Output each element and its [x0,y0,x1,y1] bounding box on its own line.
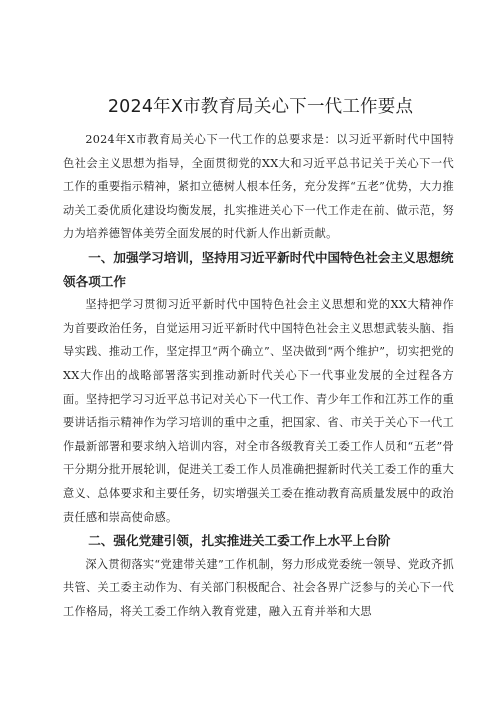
section-1-heading: 一、加强学习培训，坚持用习近平新时代中国特色社会主义思想统领各项工作 [63,249,454,289]
section-1-body: 坚持把学习贯彻习近平新时代中国特色社会主义思想和党的XX大精神作为首要政治任务，自觉运用习近平新时代中国特色社会主义思想武装头脑、指导实践、推动工作，坚定捍卫“两个确立”、坚决做到“两个维护”，切实把党的XX大作出的战略部署落实到推动新时代关心下一代事业发展的全过程各方面。坚持把学习习近平总书记对关心下一代工作、青少年工作和江苏工作的重要讲话指示精神作为学习培训的重中之重，把国家、省、市关于关心下一代工作最新部署和要求纳入培训内容，对全市各级教育关工委工作人员和“五老”骨干分期分批开展轮训，促进关工委工作人员准确把握新时代关工委工作的重大意义、总体要求和主要任务，切实增强关工委在推动教育高质量发展中的政治责任感和崇高使命感。 [63,298,454,524]
document-title: 2024年X市教育局关心下一代工作要点 [107,97,414,117]
section-2-heading: 二、强化党建引领，扎实推进关工委工作上水平上台阶 [88,533,391,549]
intro-paragraph: 2024年X市教育局关心下一代工作的总要求是：以习近平新时代中国特色社会主义思想为指导，全面贯彻党的XX大和习近平总书记关于关心下一代工作的重要指示精神，紧扣立德树人根本任务，充分发挥“五老”优势，大力推动关工委优质化建设均衡发展，扎实推进关心下一代工作走在前、做示范，努力为培养德智体美劳全面发展的时代新人作出新贡献。 [63,133,454,241]
section-2-body: 深入贯彻落实“党建带关建”工作机制，努力形成党委统一领导、党政齐抓共管、关工委主动作为、有关部门积极配合、社会各界广泛参与的关心下一代工作格局，将关工委工作纳入教育党建，融入五育并举和大思 [63,557,454,618]
